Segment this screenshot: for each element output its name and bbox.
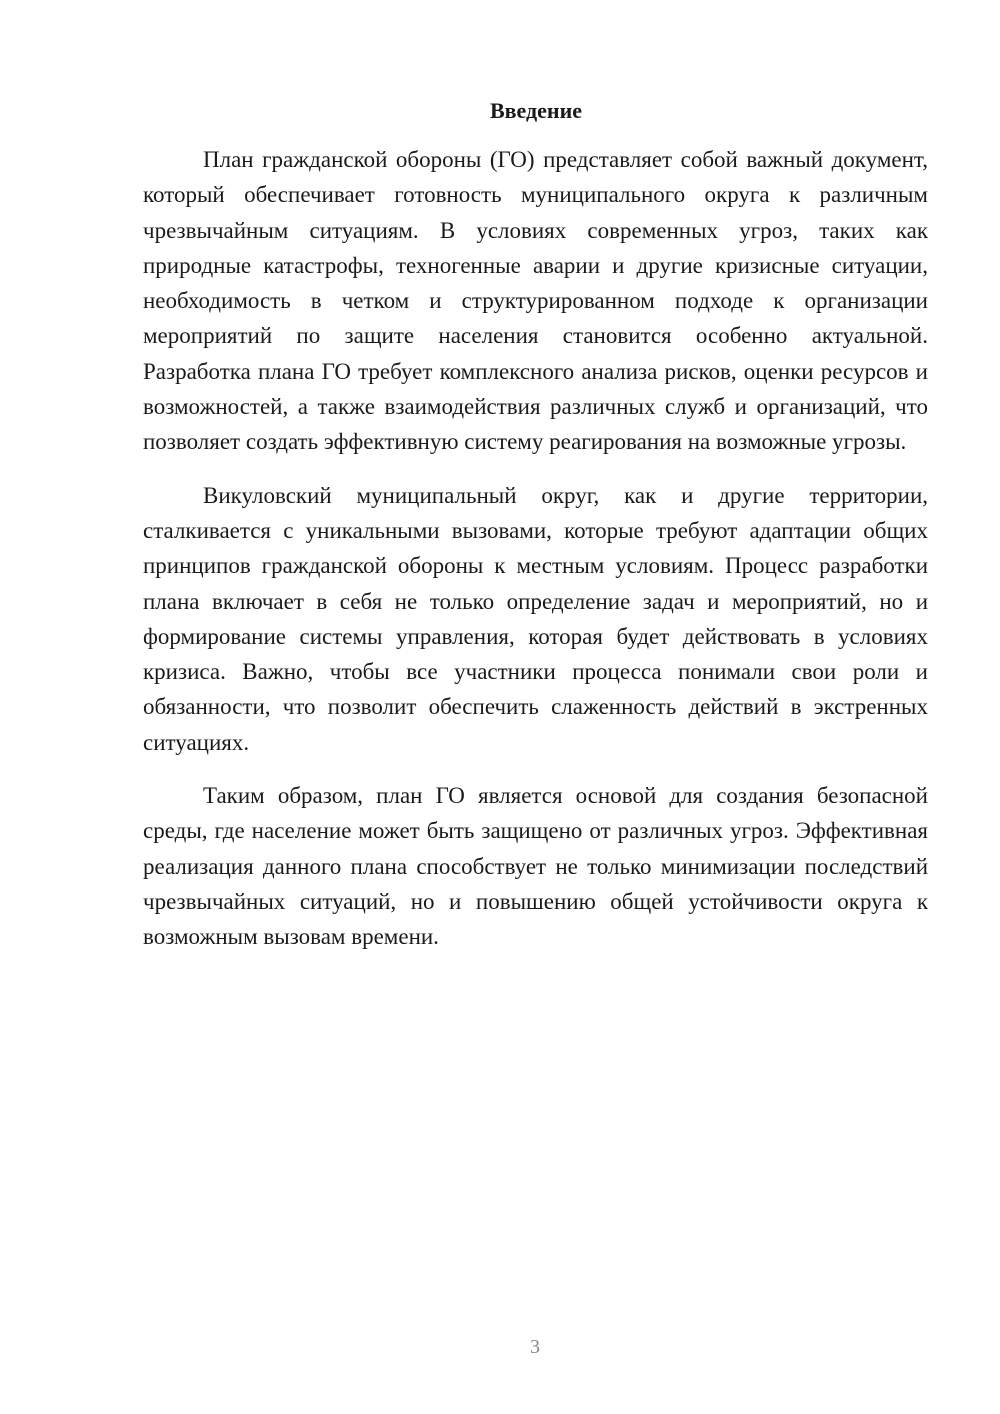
paragraph-3: Таким образом, план ГО является основой для создания безопасной среды, где население может быть защищено от различных угроз. Эффективная реализация данного плана способствует не только минимизации последствий чрезвычайных ситуаций, но и повышению общей устойчивости округа к возможным вызовам времени.	[143, 783, 928, 950]
paragraph-1: План гражданской обороны (ГО) представляет собой важный документ, который обеспечивает готовность муниципального округа к различным чрезвычайным ситуациям. В условиях современных угроз, таких как природные катастрофы, техногенные аварии и другие кризисные ситуации, необходимость в четком и структурированном подходе к организации мероприятий по защите населения становится особенно актуальной. Разработка плана ГО требует комплексного анализа рисков, оценки ресурсов и возможностей, а также взаимодействия различных служб и организаций, что позволяет создать эффективную систему реагирования на возможные угрозы.	[143, 147, 928, 455]
section-heading: Введение	[489, 98, 583, 123]
body-text	[143, 142, 928, 973]
paragraph-2: Викуловский муниципальный округ, как и другие территории, сталкивается с уникальными вызовами, которые требуют адаптации общих принципов гражданской обороны к местным условиям. Процесс разработки плана включает в себя не только определение задач и мероприятий, но и формирование системы управления, которая будет действовать в условиях кризиса. Важно, чтобы все участники процесса понимали свои роли и обязанности, что позволит обеспечить слаженность действий в экстренных ситуациях.	[143, 482, 928, 755]
page-number: 3	[530, 1336, 540, 1358]
